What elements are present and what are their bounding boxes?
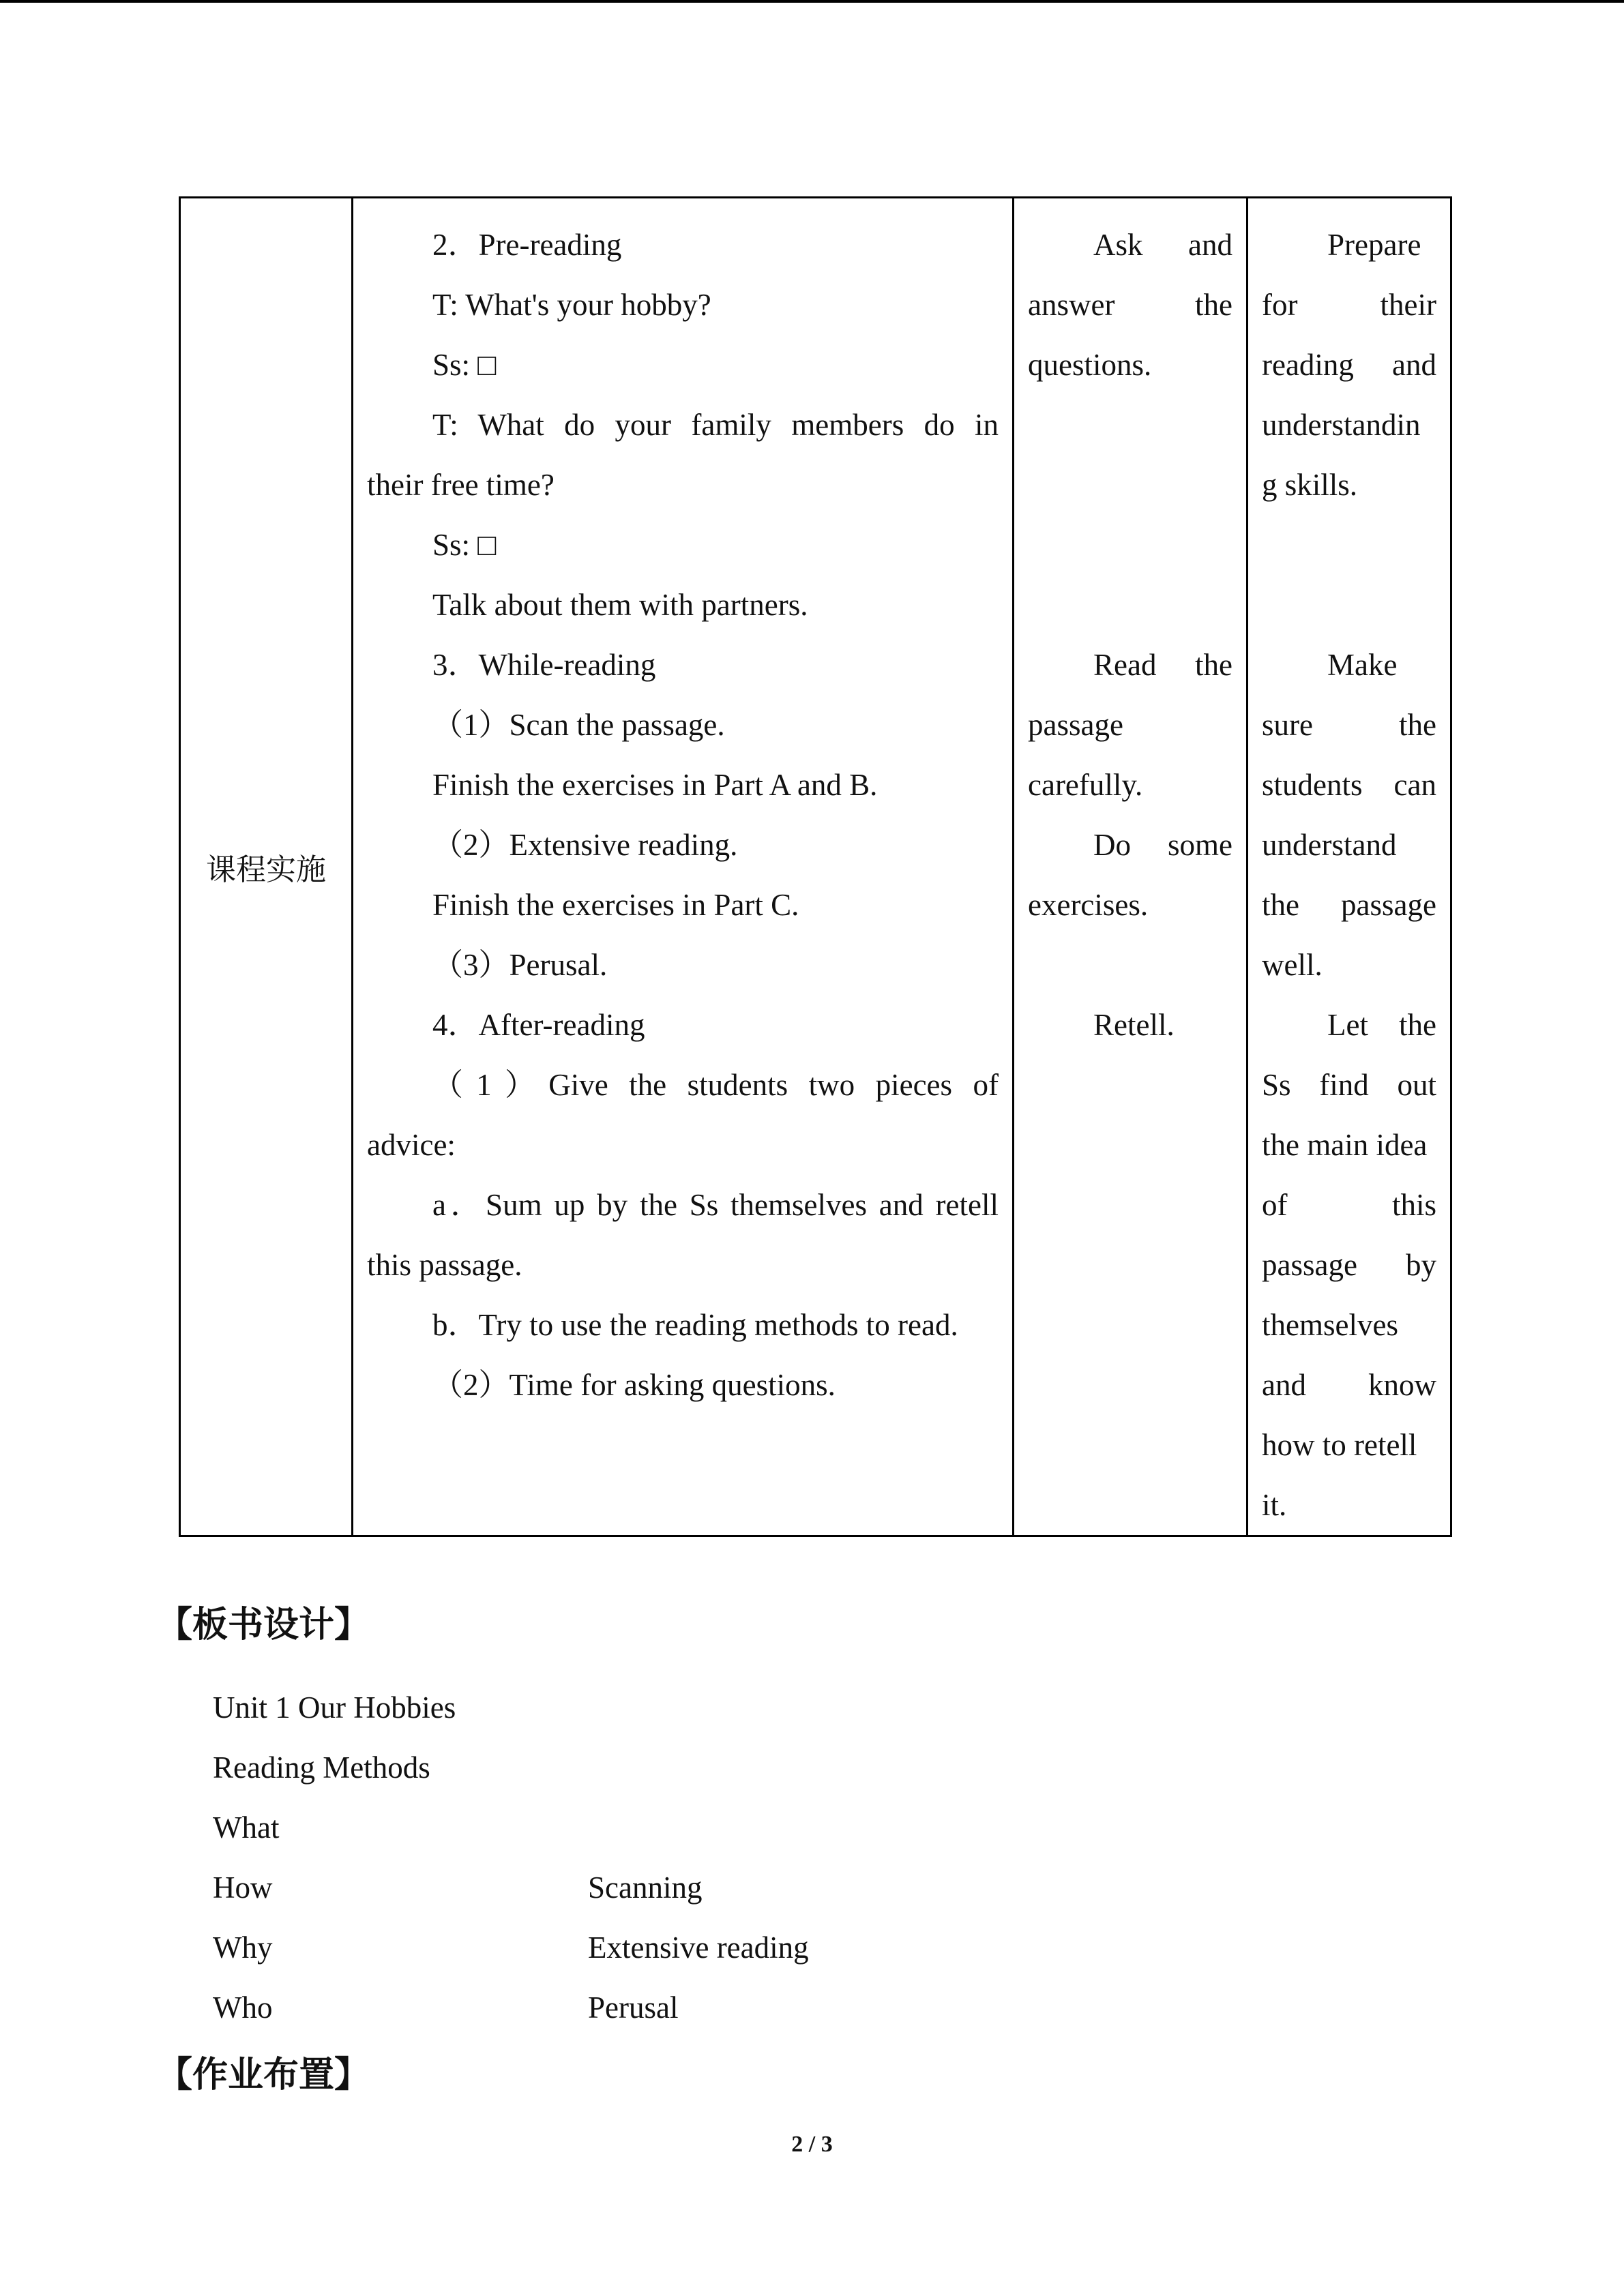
purpose-line: Ss find out (1262, 1068, 1436, 1102)
row-label: 课程实施 (206, 852, 326, 887)
procedure-line: 2．Pre-reading (432, 228, 622, 262)
procedure-line: （3）Perusal. (432, 948, 608, 982)
purpose-line: understand (1262, 828, 1397, 862)
procedure-line: （1）Scan the passage. (432, 708, 725, 742)
procedure-line: Ss: □ (432, 348, 497, 382)
procedure-line: 3．While-reading (432, 648, 656, 682)
student-activity-line: Retell. (1093, 1008, 1175, 1042)
lesson-table (179, 196, 1452, 1537)
student-activity-line (1028, 935, 1232, 995)
purpose-line: Prepare (1327, 228, 1421, 262)
board-line-right: Scanning (588, 1870, 703, 1905)
student-activity-cell (1014, 198, 1247, 1536)
purpose-line: sure the (1262, 708, 1436, 742)
page-number: 2 / 3 (791, 2132, 833, 2157)
student-activity-line (1028, 515, 1232, 575)
student-activity-line (1028, 575, 1232, 635)
board-line-right: Perusal (588, 1991, 679, 2025)
procedure-line: their free time? (367, 468, 555, 502)
procedure-line: （1）Give the students two pieces of (432, 1068, 999, 1102)
procedure-line: （2）Time for asking questions. (432, 1368, 836, 1402)
student-activity-line: Ask and (1093, 228, 1232, 262)
purpose-text (1248, 198, 1450, 1535)
purpose-line: g skills. (1262, 468, 1358, 502)
procedure-line: Finish the exercises in Part C. (432, 888, 799, 922)
purpose-line: it. (1262, 1488, 1287, 1522)
board-line-left: What (213, 1810, 280, 1845)
board-line-left: How (213, 1870, 273, 1905)
board-line-left: Reading Methods (213, 1750, 430, 1785)
student-activity-line: Read the (1093, 648, 1232, 682)
purpose-line: well. (1262, 948, 1323, 982)
student-activity-line: answer the (1028, 288, 1232, 322)
purpose-line: of this (1262, 1188, 1436, 1222)
purpose-line: reading and (1262, 348, 1436, 382)
procedure-line: b．Try to use the reading methods to read. (432, 1308, 958, 1342)
top-border-rule (0, 0, 1624, 3)
purpose-line: how to retell (1262, 1428, 1417, 1462)
table-row (180, 198, 1451, 1536)
board-design-heading: 【板书设计】 (157, 1605, 370, 1645)
student-activity-line: exercises. (1028, 888, 1149, 922)
procedure-line: （2）Extensive reading. (432, 828, 738, 862)
student-activity-line: questions. (1028, 348, 1152, 382)
purpose-cell (1247, 198, 1451, 1536)
procedure-line: 4．After-reading (432, 1008, 645, 1042)
purpose-line: and know (1262, 1368, 1436, 1402)
student-activity-line: Do some (1093, 828, 1232, 862)
procedure-line: advice: (367, 1128, 456, 1162)
procedure-line: Finish the exercises in Part A and B. (432, 768, 878, 802)
purpose-line: themselves (1262, 1308, 1398, 1342)
purpose-line: for their (1262, 288, 1436, 322)
purpose-line: passage by (1262, 1248, 1436, 1282)
student-activity-text (1014, 198, 1246, 1055)
student-activity-line: carefully. (1028, 768, 1143, 802)
student-activity-line (1028, 395, 1232, 455)
purpose-line: Make (1327, 648, 1398, 682)
procedure-line: T: What do your family members do in (432, 408, 999, 442)
board-line-left: Who (213, 1991, 273, 2025)
purpose-line: the passage (1262, 888, 1436, 922)
purpose-line: understandin (1262, 408, 1421, 442)
procedure-line: this passage. (367, 1248, 522, 1282)
procedure-line: T: What's your hobby? (432, 288, 711, 322)
procedure-line: Ss: □ (432, 528, 497, 562)
board-line-left: Why (213, 1930, 273, 1965)
purpose-line: students can (1262, 768, 1436, 802)
procedure-line: Talk about them with partners. (432, 588, 808, 622)
purpose-line (1262, 575, 1436, 635)
homework-heading: 【作业布置】 (157, 2055, 370, 2096)
purpose-line: Let the (1327, 1008, 1436, 1042)
procedure-text (353, 198, 1012, 1415)
student-activity-line (1028, 455, 1232, 515)
board-line-right: Extensive reading (588, 1930, 809, 1965)
purpose-line (1262, 515, 1436, 575)
procedure-cell (353, 198, 1014, 1536)
student-activity-line: passage (1028, 708, 1123, 742)
board-line-left: Unit 1 Our Hobbies (213, 1690, 456, 1725)
procedure-line: a．Sum up by the Ss themselves and retell (432, 1188, 999, 1222)
row-label-cell (180, 198, 353, 1536)
purpose-line: the main idea (1262, 1128, 1428, 1162)
